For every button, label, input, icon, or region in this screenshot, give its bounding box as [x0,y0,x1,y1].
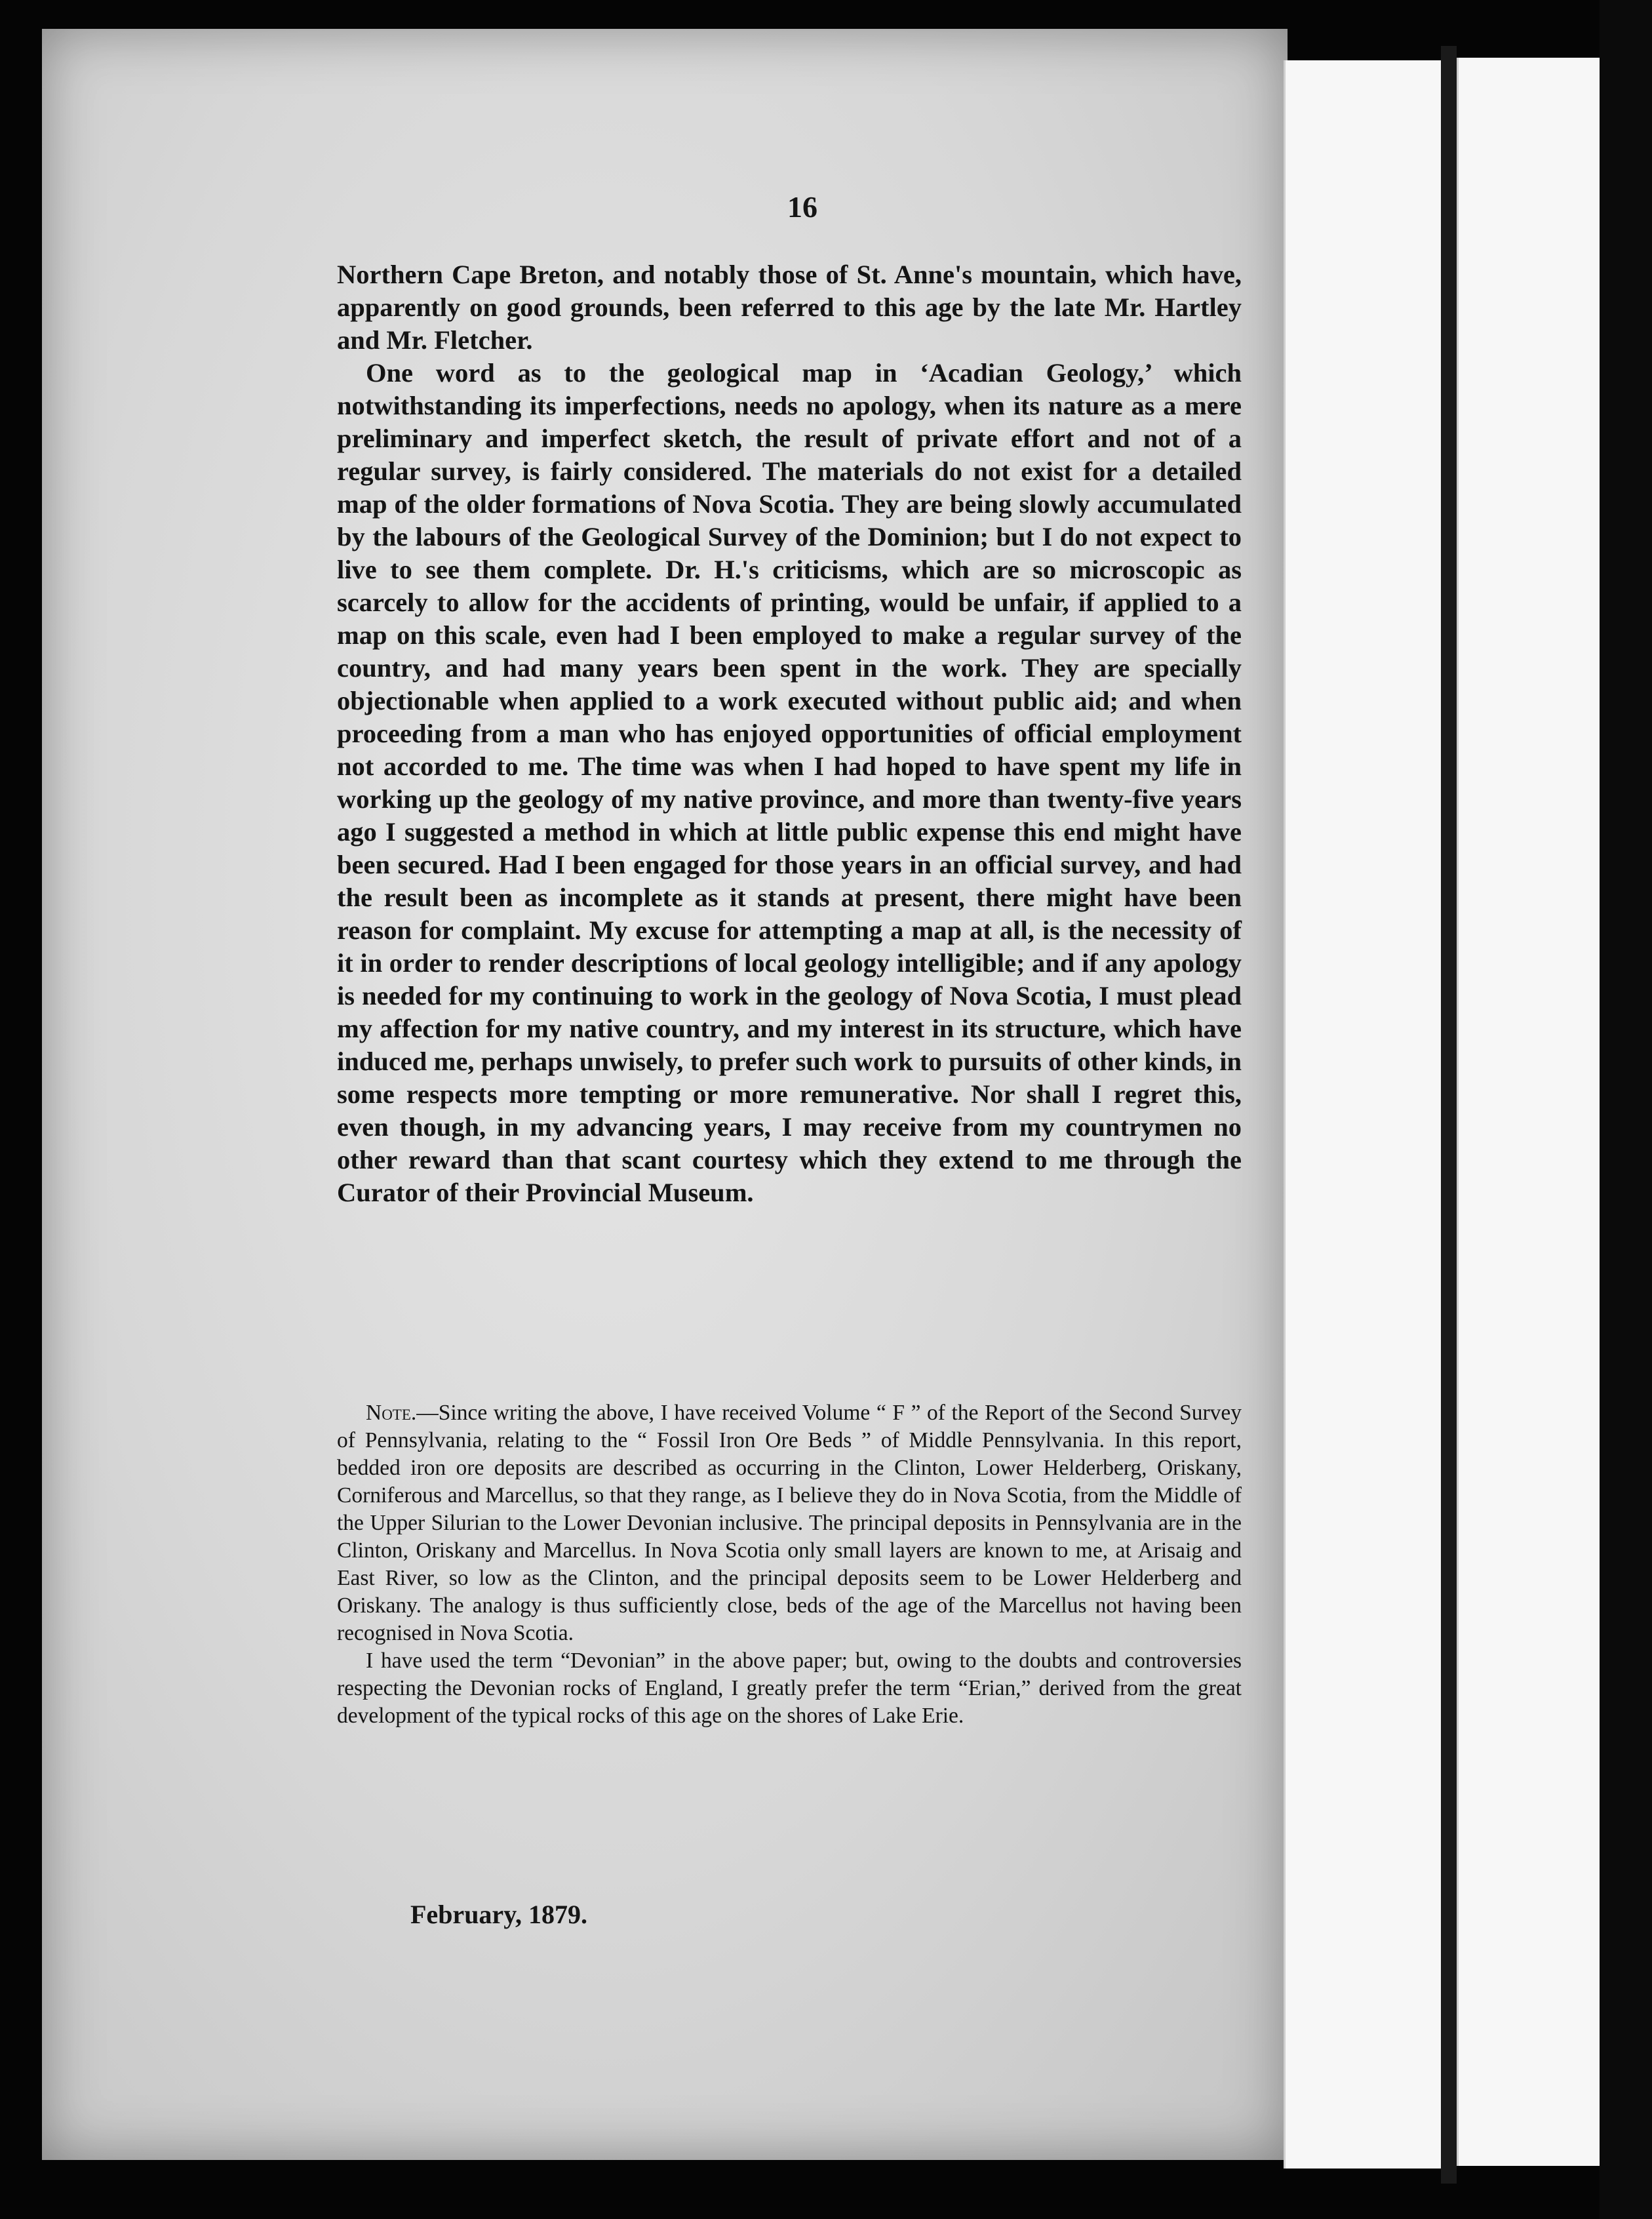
scan-edge [1600,0,1652,2219]
paragraph-geological-map: One word as to the geological map in ‘Acadian Geology,’ which notwithstanding its imperfections, needs no apology, when its nature as a mere preliminary and imperfect sketch, the result of private effort and not of a regular survey, is fairly considered. The materials do not exist for a detailed map of the older formations of Nova Scotia. They are being slowly accumulated by the labours of the Geological Survey of the Dominion; but I do not expect to live to see them complete. Dr. H.'s criticisms, which are so microscopic as scarcely to allow for the accidents of printing, would be unfair, if applied to a map on this scale, even had I been employed to make a regular survey of the country, and had many years been spent in the work. They are specially objectionable when applied to a work executed without public aid; and when proceeding from a man who has enjoyed opportunities of official employment not accorded to me. The time was when I had hoped to have spent my life in working up the geology of my native province, and more than twenty-five years ago I suggested a method in which at little public expense this end might have been secured. Had I been engaged for those years in an official survey, and had the result been as incomplete as it stands at present, there might have been reason for complaint. My excuse for attempting a map at all, is the necessity of it in order to render descriptions of local geology intelligible; and if any apology is needed for my continuing to work in the geology of Nova Scotia, I must plead my affection for my native country, and my interest in its structure, which have induced me, perhaps unwisely, to prefer such work to pursuits of other kinds, in some respects more tempting or more remunerative. Nor shall I regret this, even though, in my advancing years, I may receive from my countrymen no other reward than that scant courtesy which they extend to me through the Curator of their Provincial Museum. [337,358,1242,1207]
note-second-paragraph: I have used the term “Devonian” in the above paper; but, owing to the doubts and controversies respecting the Devonian rocks of England, I greatly prefer the term “Erian,” derived from the great development of the typical rocks of this age on the shores of Lake Erie. [337,1649,1242,1728]
binding-gap [1441,46,1457,2184]
binding-strip-right [1457,58,1602,2166]
paragraph-continuation: Northern Cape Breton, and notably those of St. Anne's mountain, which have, apparently on good grounds, been referred to this age by the late Mr. Hartley and Mr. Fletcher. [337,260,1242,355]
note-paragraph [337,1399,1242,1647]
document-page [42,29,1288,2160]
page-number: 16 [787,190,817,224]
date-line: February, 1879. [410,1900,587,1929]
note-text: —Since writing the above, I have received Volume “ F ” of the Report of the Second Survey of Pennsylvania, relating to the “ Fossil Iron Ore Beds ” of Middle Pennsylvania. In this report, bedded iron ore deposits are described as occurring in the Clinton, Lower Helderberg, Oriskany, Corniferous and Marcellus, so that they range, as I believe they do in Nova Scotia, from the Middle of the Upper Silurian to the Lower Devonian inclusive. The principal deposits in Pennsylvania are in the Clinton, Oriskany and Marcellus. In Nova Scotia only small layers are known to me, at Arisaig and East River, so low as the Clinton, and the principal deposits seem to be Lower Helderberg and Oriskany. The analogy is thus sufficiently close, beds of the age of the Marcellus not having been recognised in Nova Scotia. [337,1401,1242,1645]
note-label: Note. [366,1401,417,1425]
binding-strip-left [1284,60,1443,2169]
note-block [337,1399,1242,1730]
main-text-block [337,258,1242,1209]
